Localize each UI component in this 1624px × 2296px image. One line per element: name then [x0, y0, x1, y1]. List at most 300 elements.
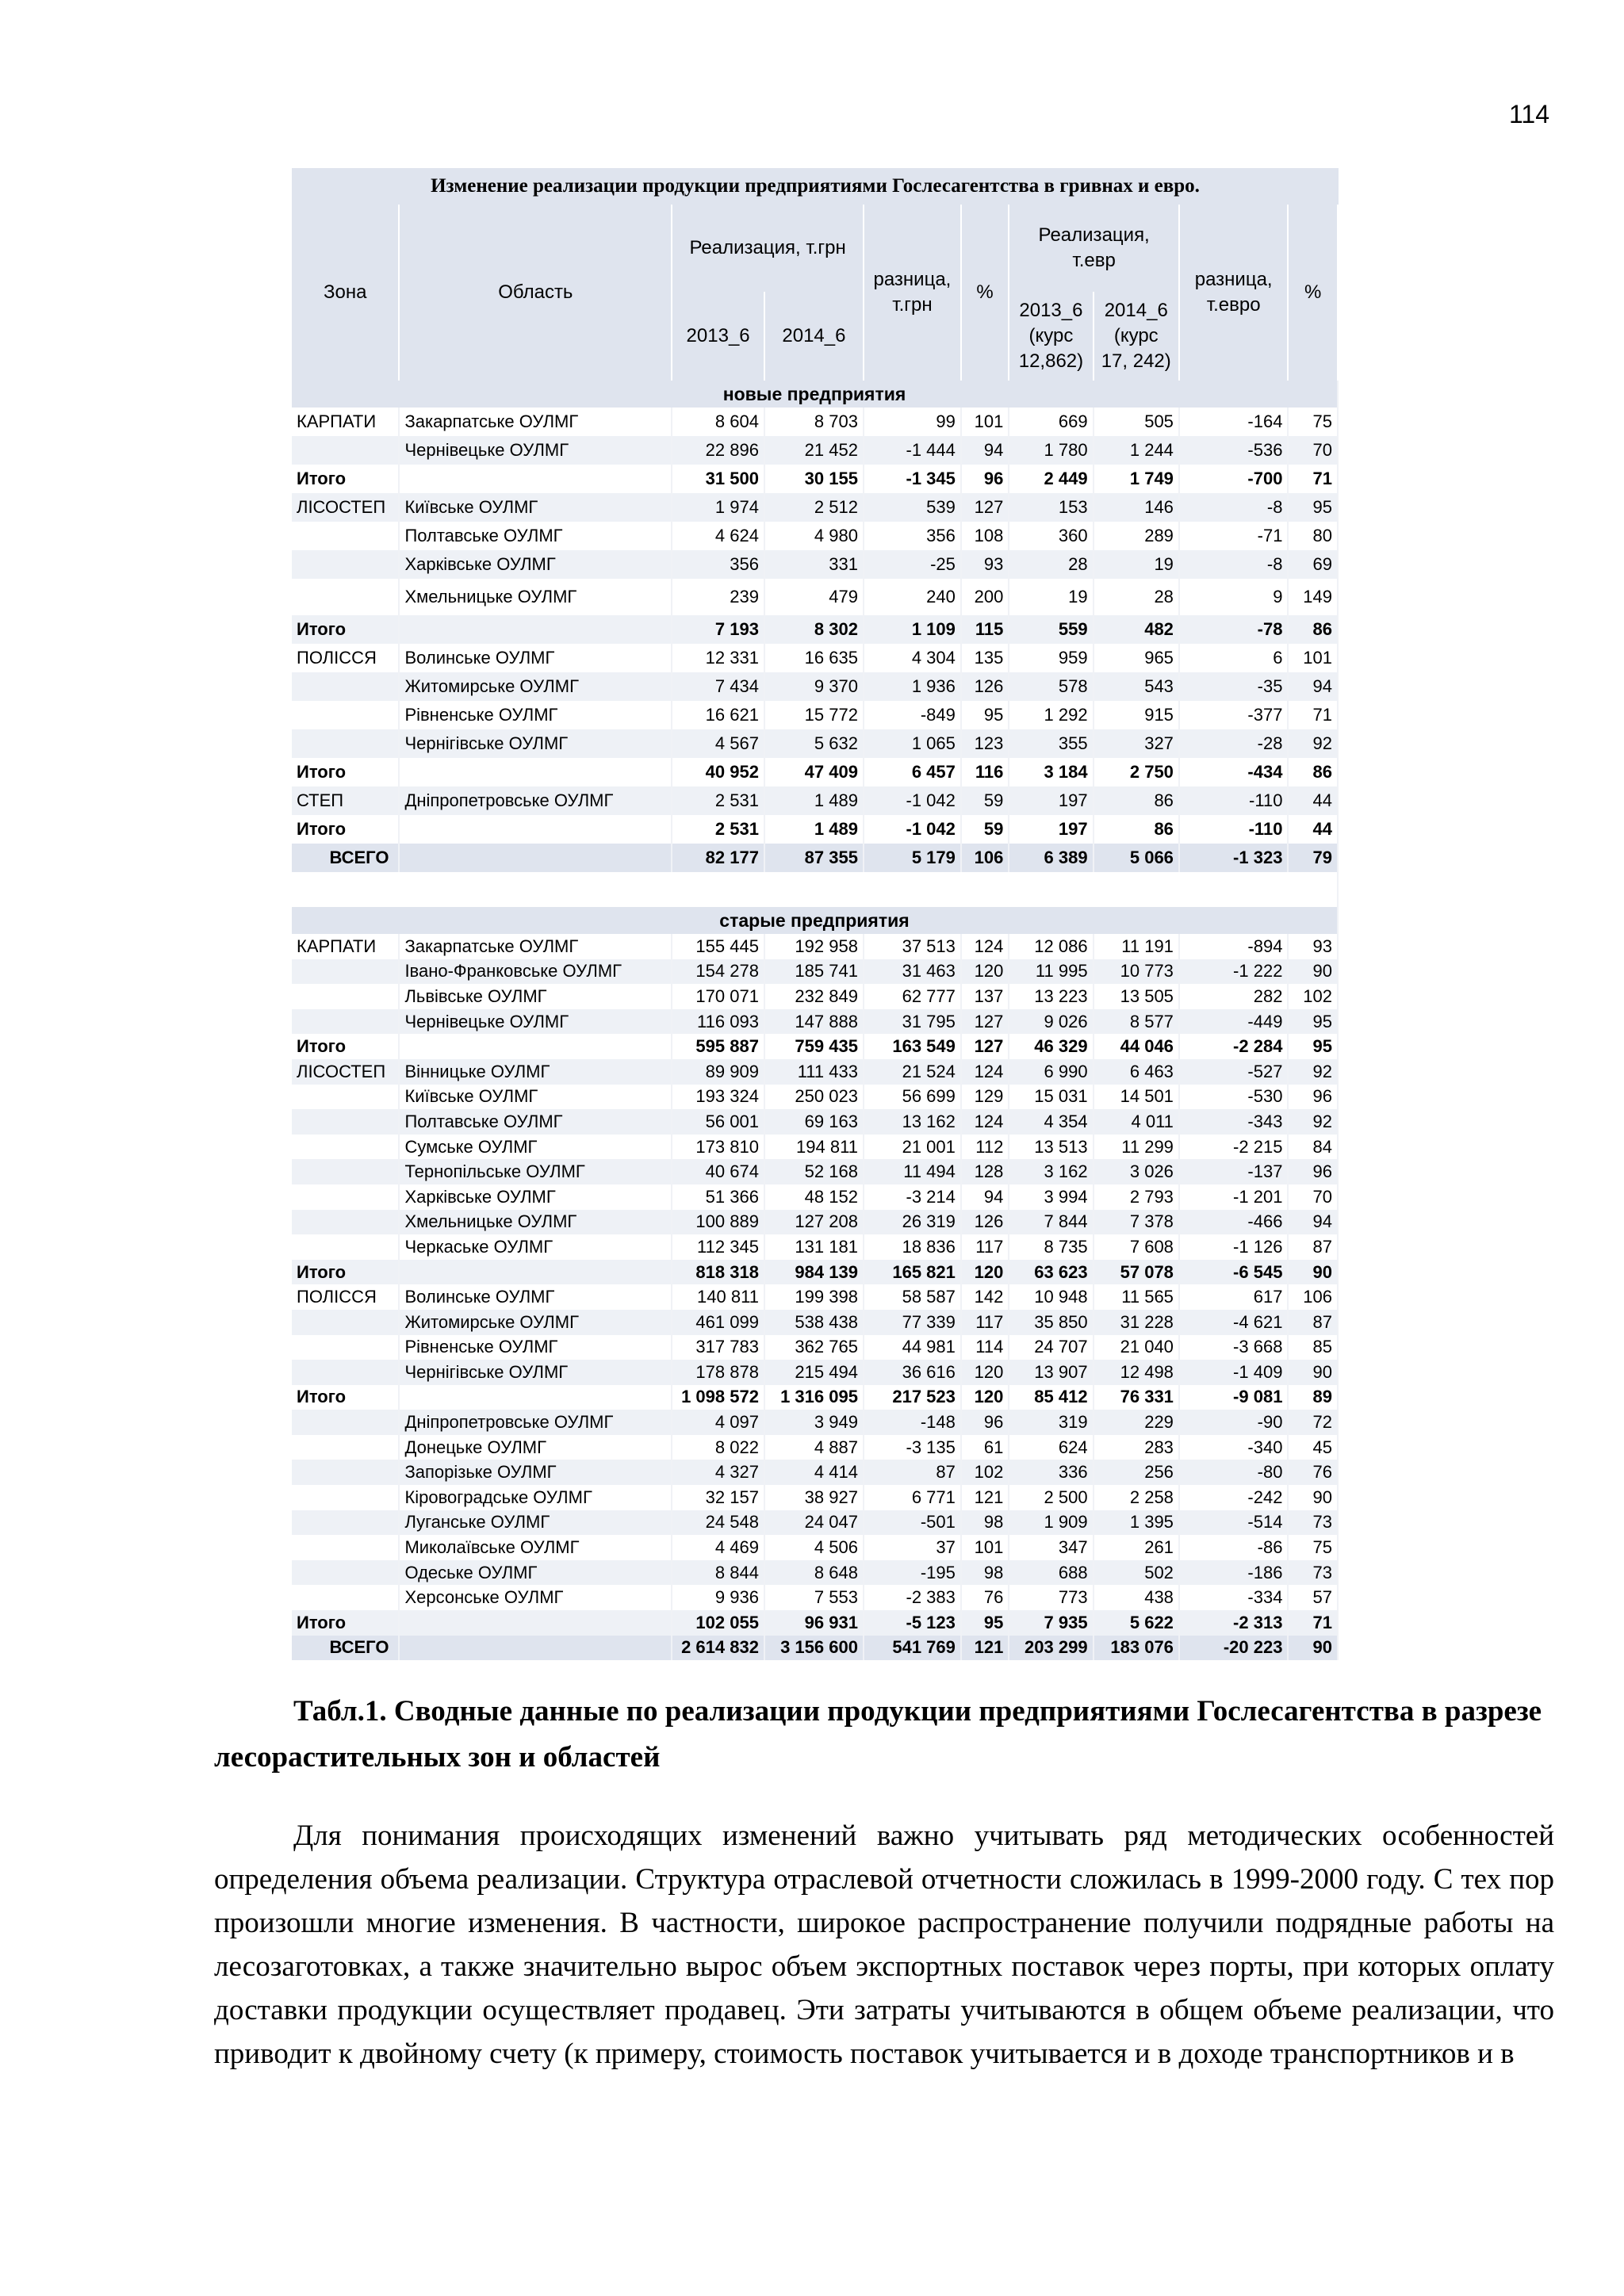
cell-value: 617 — [1179, 1284, 1289, 1310]
cell-value: 250 023 — [764, 1085, 864, 1110]
cell-value: 13 505 — [1094, 984, 1179, 1009]
cell-value: 92 — [1288, 1109, 1338, 1135]
cell-value: 11 299 — [1094, 1135, 1179, 1160]
cell-region: Волинське ОУЛМГ — [399, 644, 672, 672]
cell-value: 21 524 — [864, 1059, 961, 1085]
cell-region — [399, 758, 672, 786]
cell-value: 71 — [1288, 1610, 1338, 1636]
cell-value: 9 026 — [1009, 1009, 1093, 1035]
cell-value: 759 435 — [764, 1034, 864, 1059]
cell-value: -1 323 — [1179, 844, 1289, 872]
cell-value: 984 139 — [764, 1260, 864, 1285]
cell-value: 173 810 — [672, 1135, 764, 1160]
cell-value: 120 — [961, 1360, 1009, 1385]
cell-value: 1 489 — [764, 815, 864, 844]
cell-value: 30 155 — [764, 465, 864, 493]
cell-value: 96 931 — [764, 1610, 864, 1636]
cell-value: 240 — [864, 579, 961, 615]
cell-value: -242 — [1179, 1485, 1289, 1510]
table-row — [292, 1435, 1338, 1460]
cell-value: 7 608 — [1094, 1234, 1179, 1260]
cell-value: 347 — [1009, 1535, 1093, 1560]
cell-value: 5 632 — [764, 729, 864, 758]
cell-value: -90 — [1179, 1410, 1289, 1435]
cell-region: Луганське ОУЛМГ — [399, 1510, 672, 1536]
cell-value: 7 378 — [1094, 1210, 1179, 1235]
cell-value: 541 769 — [864, 1636, 961, 1661]
cell-value: 87 — [1288, 1310, 1338, 1335]
sales-table — [292, 205, 1339, 1660]
cell-region: Харківське ОУЛМГ — [399, 550, 672, 579]
cell-value: 93 — [1288, 934, 1338, 959]
cell-value: 76 — [961, 1585, 1009, 1610]
cell-value: -334 — [1179, 1585, 1289, 1610]
cell-value: -1 409 — [1179, 1360, 1289, 1385]
cell-value: -466 — [1179, 1210, 1289, 1235]
cell-value: 98 — [961, 1510, 1009, 1536]
cell-value: 38 927 — [764, 1485, 864, 1510]
cell-value: 108 — [961, 522, 1009, 550]
table-row — [292, 644, 1338, 672]
cell-value: 36 616 — [864, 1360, 961, 1385]
cell-value: 127 208 — [764, 1210, 864, 1235]
cell-value: 75 — [1288, 408, 1338, 436]
cell-value: 147 888 — [764, 1009, 864, 1035]
cell-value: 539 — [864, 493, 961, 522]
cell-value: 12 086 — [1009, 934, 1093, 959]
table-row — [292, 465, 1338, 493]
cell-region: Черкаське ОУЛМГ — [399, 1234, 672, 1260]
cell-value: -137 — [1179, 1159, 1289, 1184]
table-row — [292, 729, 1338, 758]
cell-value: 3 162 — [1009, 1159, 1093, 1184]
cell-value: 86 — [1094, 786, 1179, 815]
cell-value: 100 889 — [672, 1210, 764, 1235]
cell-value: 2 793 — [1094, 1184, 1179, 1210]
cell-value: 89 — [1288, 1385, 1338, 1410]
cell-value: 543 — [1094, 672, 1179, 701]
cell-value: 4 097 — [672, 1410, 764, 1435]
cell-value: 5 179 — [864, 844, 961, 872]
cell-value: -3 668 — [1179, 1335, 1289, 1360]
cell-value: 59 — [961, 786, 1009, 815]
cell-value: 559 — [1009, 615, 1093, 644]
cell-value: 1 974 — [672, 493, 764, 522]
section-new-label: новые предприятия — [292, 381, 1338, 408]
cell-value: 4 980 — [764, 522, 864, 550]
cell-value: -110 — [1179, 815, 1289, 844]
cell-value: 10 773 — [1094, 959, 1179, 985]
cell-zone: Итого — [292, 758, 399, 786]
cell-value: 4 414 — [764, 1460, 864, 1485]
cell-value: 24 548 — [672, 1510, 764, 1536]
cell-value: 183 076 — [1094, 1636, 1179, 1661]
cell-value: 127 — [961, 493, 1009, 522]
cell-value: 90 — [1288, 1636, 1338, 1661]
cell-zone — [292, 1234, 399, 1260]
header-2014-eur: 2014_6 (курс 17, 242) — [1094, 292, 1179, 381]
cell-value: 44 — [1288, 786, 1338, 815]
cell-value: 124 — [961, 934, 1009, 959]
cell-value: 1 109 — [864, 615, 961, 644]
cell-value: 44 981 — [864, 1335, 961, 1360]
table-row — [292, 1135, 1338, 1160]
cell-value: -9 081 — [1179, 1385, 1289, 1410]
header-diff-eur: разница, т.евро — [1179, 205, 1289, 381]
cell-value: 95 — [961, 701, 1009, 729]
table-row — [292, 1485, 1338, 1510]
table-row — [292, 815, 1338, 844]
cell-value: 69 — [1288, 550, 1338, 579]
cell-region: Херсонське ОУЛМГ — [399, 1585, 672, 1610]
cell-value: 90 — [1288, 1485, 1338, 1510]
cell-value: 9 936 — [672, 1585, 764, 1610]
cell-region: Рівненське ОУЛМГ — [399, 701, 672, 729]
cell-value: 13 907 — [1009, 1360, 1093, 1385]
cell-value: 95 — [961, 1610, 1009, 1636]
cell-zone — [292, 436, 399, 465]
cell-region: Київське ОУЛМГ — [399, 1085, 672, 1110]
cell-value: -8 — [1179, 493, 1289, 522]
cell-value: 94 — [1288, 1210, 1338, 1235]
table-row — [292, 550, 1338, 579]
cell-value: 1 395 — [1094, 1510, 1179, 1536]
cell-value: 3 994 — [1009, 1184, 1093, 1210]
cell-zone — [292, 1085, 399, 1110]
cell-value: -700 — [1179, 465, 1289, 493]
cell-region — [399, 1260, 672, 1285]
cell-value: 1 065 — [864, 729, 961, 758]
cell-value: 96 — [961, 1410, 1009, 1435]
cell-zone: Итого — [292, 815, 399, 844]
cell-value: -1 201 — [1179, 1184, 1289, 1210]
cell-value: 93 — [961, 550, 1009, 579]
cell-value: -343 — [1179, 1109, 1289, 1135]
cell-value: 102 — [961, 1460, 1009, 1485]
cell-value: -527 — [1179, 1059, 1289, 1085]
cell-value: 96 — [1288, 1085, 1338, 1110]
cell-zone — [292, 1485, 399, 1510]
cell-region — [399, 1610, 672, 1636]
cell-value: 44 — [1288, 815, 1338, 844]
cell-zone — [292, 1460, 399, 1485]
cell-value: 2 531 — [672, 815, 764, 844]
section-old-label: старые предприятия — [292, 907, 1338, 934]
cell-value: 31 463 — [864, 959, 961, 985]
header-2013: 2013_6 — [672, 292, 764, 381]
cell-value: 98 — [961, 1560, 1009, 1586]
cell-region: Житомирське ОУЛМГ — [399, 1310, 672, 1335]
cell-value: 232 849 — [764, 984, 864, 1009]
cell-value: 11 995 — [1009, 959, 1093, 985]
cell-value: 4 354 — [1009, 1109, 1093, 1135]
cell-value: 438 — [1094, 1585, 1179, 1610]
table-row — [292, 522, 1338, 550]
cell-value: 31 500 — [672, 465, 764, 493]
cell-value: 94 — [961, 1184, 1009, 1210]
cell-value: 8 577 — [1094, 1009, 1179, 1035]
cell-value: 3 184 — [1009, 758, 1093, 786]
cell-value: 115 — [961, 615, 1009, 644]
cell-region: Сумське ОУЛМГ — [399, 1135, 672, 1160]
cell-value: 7 935 — [1009, 1610, 1093, 1636]
cell-zone — [292, 1335, 399, 1360]
cell-value: 73 — [1288, 1560, 1338, 1586]
cell-region — [399, 844, 672, 872]
table-row — [292, 1610, 1338, 1636]
cell-value: 239 — [672, 579, 764, 615]
cell-value: 1 909 — [1009, 1510, 1093, 1536]
cell-value: 1 292 — [1009, 701, 1093, 729]
cell-zone: Итого — [292, 1260, 399, 1285]
cell-zone: ЛІСОСТЕП — [292, 493, 399, 522]
cell-value: 3 949 — [764, 1410, 864, 1435]
cell-value: 283 — [1094, 1435, 1179, 1460]
cell-value: 96 — [961, 465, 1009, 493]
cell-region — [399, 815, 672, 844]
cell-value: 461 099 — [672, 1310, 764, 1335]
cell-value: 90 — [1288, 959, 1338, 985]
table-row — [292, 984, 1338, 1009]
cell-value: 94 — [1288, 672, 1338, 701]
cell-value: 18 836 — [864, 1234, 961, 1260]
cell-value: 82 177 — [672, 844, 764, 872]
cell-value: -501 — [864, 1510, 961, 1536]
header-2013-eur: 2013_6 (курс 12,862) — [1009, 292, 1093, 381]
cell-value: 70 — [1288, 1184, 1338, 1210]
cell-value: -536 — [1179, 436, 1289, 465]
cell-region: Хмельницьке ОУЛМГ — [399, 579, 672, 615]
table-row — [292, 1535, 1338, 1560]
cell-value: 24 047 — [764, 1510, 864, 1536]
cell-value: 21 452 — [764, 436, 864, 465]
cell-value: -5 123 — [864, 1610, 961, 1636]
cell-value: -377 — [1179, 701, 1289, 729]
cell-value: 6 990 — [1009, 1059, 1093, 1085]
cell-value: -530 — [1179, 1085, 1289, 1110]
cell-value: 578 — [1009, 672, 1093, 701]
cell-value: 505 — [1094, 408, 1179, 436]
cell-value: 12 498 — [1094, 1360, 1179, 1385]
cell-value: 146 — [1094, 493, 1179, 522]
cell-value: 3 156 600 — [764, 1636, 864, 1661]
cell-value: 116 — [961, 758, 1009, 786]
table-row — [292, 1360, 1338, 1385]
cell-value: 92 — [1288, 1059, 1338, 1085]
cell-value: 31 795 — [864, 1009, 961, 1035]
cell-value: 624 — [1009, 1435, 1093, 1460]
cell-zone — [292, 1159, 399, 1184]
cell-value: 57 078 — [1094, 1260, 1179, 1285]
table-row — [292, 408, 1338, 436]
cell-zone: Итого — [292, 1385, 399, 1410]
cell-value: 129 — [961, 1085, 1009, 1110]
cell-value: 336 — [1009, 1460, 1093, 1485]
cell-value: 101 — [961, 408, 1009, 436]
cell-zone: Итого — [292, 615, 399, 644]
cell-value: 331 — [764, 550, 864, 579]
cell-value: 362 765 — [764, 1335, 864, 1360]
cell-value: 106 — [961, 844, 1009, 872]
table-row — [292, 1210, 1338, 1235]
cell-value: 95 — [1288, 1009, 1338, 1035]
table-row — [292, 786, 1338, 815]
cell-region: Київське ОУЛМГ — [399, 493, 672, 522]
cell-value: -28 — [1179, 729, 1289, 758]
cell-region: Чернівецьке ОУЛМГ — [399, 1009, 672, 1035]
cell-value: 2 512 — [764, 493, 864, 522]
cell-value: 102 055 — [672, 1610, 764, 1636]
cell-value: -8 — [1179, 550, 1289, 579]
cell-region: Житомирське ОУЛМГ — [399, 672, 672, 701]
header-diff-uah: разница, т.грн — [864, 205, 961, 381]
cell-value: 10 948 — [1009, 1284, 1093, 1310]
cell-value: -1 444 — [864, 436, 961, 465]
cell-value: 128 — [961, 1159, 1009, 1184]
cell-value: 112 — [961, 1135, 1009, 1160]
cell-value: 178 878 — [672, 1360, 764, 1385]
cell-value: 85 — [1288, 1335, 1338, 1360]
cell-value: 2 614 832 — [672, 1636, 764, 1661]
cell-value: 112 345 — [672, 1234, 764, 1260]
cell-value: 482 — [1094, 615, 1179, 644]
cell-zone: Итого — [292, 1610, 399, 1636]
cell-value: -195 — [864, 1560, 961, 1586]
cell-value: 2 500 — [1009, 1485, 1093, 1510]
cell-value: 87 355 — [764, 844, 864, 872]
table-row — [292, 1284, 1338, 1310]
cell-value: 8 703 — [764, 408, 864, 436]
header-2014: 2014_6 — [764, 292, 864, 381]
cell-value: 26 319 — [864, 1210, 961, 1235]
cell-zone — [292, 701, 399, 729]
cell-value: 95 — [1288, 1034, 1338, 1059]
cell-value: 57 — [1288, 1585, 1338, 1610]
cell-zone: КАРПАТИ — [292, 408, 399, 436]
cell-value: 229 — [1094, 1410, 1179, 1435]
cell-zone: ЛІСОСТЕП — [292, 1059, 399, 1085]
sales-table-figure — [292, 168, 1339, 1660]
cell-value: 203 299 — [1009, 1636, 1093, 1661]
cell-region: Полтавське ОУЛМГ — [399, 522, 672, 550]
cell-value: 2 258 — [1094, 1485, 1179, 1510]
cell-value: 261 — [1094, 1535, 1179, 1560]
cell-value: 3 026 — [1094, 1159, 1179, 1184]
cell-value: -340 — [1179, 1435, 1289, 1460]
cell-value: 135 — [961, 644, 1009, 672]
cell-value: 71 — [1288, 701, 1338, 729]
section-gap — [292, 872, 1338, 907]
cell-value: 116 093 — [672, 1009, 764, 1035]
cell-value: 7 553 — [764, 1585, 864, 1610]
cell-value: 52 168 — [764, 1159, 864, 1184]
cell-value: 120 — [961, 1260, 1009, 1285]
cell-value: 73 — [1288, 1510, 1338, 1536]
cell-value: 14 501 — [1094, 1085, 1179, 1110]
cell-value: 217 523 — [864, 1385, 961, 1410]
cell-value: -20 223 — [1179, 1636, 1289, 1661]
cell-value: 215 494 — [764, 1360, 864, 1385]
cell-region — [399, 1385, 672, 1410]
cell-value: 22 896 — [672, 436, 764, 465]
cell-value: 7 434 — [672, 672, 764, 701]
header-sales-eur: Реализация, т.евр — [1009, 205, 1179, 292]
cell-region — [399, 1034, 672, 1059]
cell-value: 28 — [1009, 550, 1093, 579]
cell-value: 87 — [864, 1460, 961, 1485]
cell-value: 21 040 — [1094, 1335, 1179, 1360]
table-caption-text: Табл.1. Сводные данные по реализации продукции предприятиями Гослесагентства в разрезе лесорастительных зон и областей — [214, 1695, 1542, 1774]
cell-value: 4 469 — [672, 1535, 764, 1560]
cell-value: 40 674 — [672, 1159, 764, 1184]
table-row — [292, 615, 1338, 644]
cell-value: 140 811 — [672, 1284, 764, 1310]
cell-value: 502 — [1094, 1560, 1179, 1586]
cell-region — [399, 465, 672, 493]
cell-zone — [292, 579, 399, 615]
cell-region: Миколаївське ОУЛМГ — [399, 1535, 672, 1560]
cell-value: 1 489 — [764, 786, 864, 815]
cell-zone — [292, 672, 399, 701]
table-row — [292, 1159, 1338, 1184]
cell-value: 89 909 — [672, 1059, 764, 1085]
cell-value: -1 042 — [864, 786, 961, 815]
table-row — [292, 1234, 1338, 1260]
table-row — [292, 758, 1338, 786]
cell-zone: Итого — [292, 465, 399, 493]
cell-value: 80 — [1288, 522, 1338, 550]
cell-value: 12 331 — [672, 644, 764, 672]
cell-region — [399, 615, 672, 644]
cell-value: -78 — [1179, 615, 1289, 644]
cell-value: 197 — [1009, 786, 1093, 815]
cell-value: 595 887 — [672, 1034, 764, 1059]
cell-value: 9 — [1179, 579, 1289, 615]
cell-value: 8 735 — [1009, 1234, 1093, 1260]
cell-value: 959 — [1009, 644, 1093, 672]
cell-value: 85 412 — [1009, 1385, 1093, 1410]
cell-value: 99 — [864, 408, 961, 436]
cell-value: 137 — [961, 984, 1009, 1009]
cell-value: 11 191 — [1094, 934, 1179, 959]
cell-value: 120 — [961, 1385, 1009, 1410]
cell-region: Харківське ОУЛМГ — [399, 1184, 672, 1210]
cell-value: 773 — [1009, 1585, 1093, 1610]
table-row — [292, 1385, 1338, 1410]
cell-value: 47 409 — [764, 758, 864, 786]
cell-value: 13 513 — [1009, 1135, 1093, 1160]
table-row — [292, 1460, 1338, 1485]
cell-value: 120 — [961, 959, 1009, 985]
table-row — [292, 934, 1338, 959]
cell-value: 114 — [961, 1335, 1009, 1360]
cell-value: 87 — [1288, 1234, 1338, 1260]
cell-value: 8 302 — [764, 615, 864, 644]
cell-value: 479 — [764, 579, 864, 615]
cell-value: -434 — [1179, 758, 1289, 786]
header-zone: Зона — [292, 205, 399, 381]
cell-zone: ПОЛІССЯ — [292, 644, 399, 672]
cell-value: 15 772 — [764, 701, 864, 729]
cell-value: 28 — [1094, 579, 1179, 615]
cell-value: 77 339 — [864, 1310, 961, 1335]
cell-value: 2 449 — [1009, 465, 1093, 493]
cell-zone — [292, 1585, 399, 1610]
cell-value: 289 — [1094, 522, 1179, 550]
cell-value: 96 — [1288, 1159, 1338, 1184]
cell-value: 142 — [961, 1284, 1009, 1310]
cell-value: 8 022 — [672, 1435, 764, 1460]
